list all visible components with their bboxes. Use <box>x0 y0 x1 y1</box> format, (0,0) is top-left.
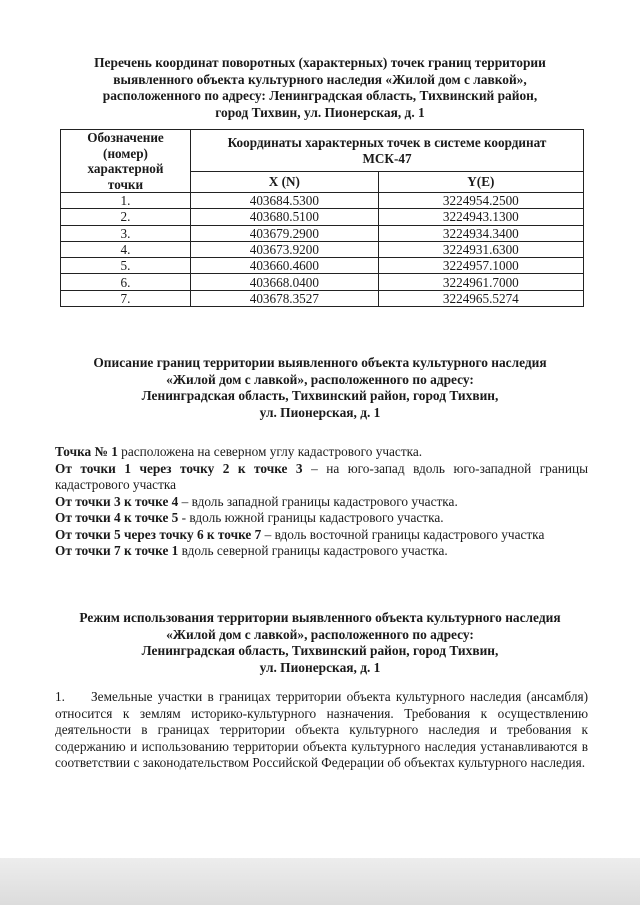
y-cell: 3224957.1000 <box>378 258 583 274</box>
y-cell: 3224931.6300 <box>378 241 583 257</box>
description-item <box>55 494 588 511</box>
scan-edge-shadow <box>0 858 640 905</box>
point-cell: 6. <box>61 274 191 290</box>
table-row <box>61 225 584 241</box>
title-line: Режим использования территории выявленного объекта культурного наследия <box>79 610 561 625</box>
point-cell: 5. <box>61 258 191 274</box>
description-item <box>55 510 588 527</box>
regime-title <box>40 610 600 676</box>
title-line: расположенного по адресу: Ленинградская область, Тихвинский район, <box>102 88 538 103</box>
item-text: вдоль северной границы кадастрового участка. <box>178 543 448 558</box>
item-text: – на юго-запад вдоль юго-западной границы кадастрового участка <box>55 460 589 492</box>
table-row <box>61 290 584 306</box>
description-item <box>55 543 588 560</box>
table-row <box>61 241 584 257</box>
y-cell: 3224965.5274 <box>378 290 583 306</box>
item-lead: От точки 7 к точке 1 <box>55 543 179 558</box>
table-row <box>61 193 584 209</box>
point-number-header <box>61 130 191 193</box>
y-cell: 3224943.1300 <box>378 209 583 225</box>
item-text: - вдоль южной границы кадастрового участка. <box>178 510 444 525</box>
title-line: город Тихвин, ул. Пионерская, д. 1 <box>215 104 425 120</box>
header-line: Обозначение <box>87 130 164 145</box>
coordinate-system-header <box>191 130 584 172</box>
description-item <box>55 444 588 461</box>
title-line: ул. Пионерская, д. 1 <box>259 404 381 420</box>
title-line: «Жилой дом с лавкой», расположенного по адресу: <box>166 371 474 387</box>
item-text: расположена на северном углу кадастрового участка. <box>117 444 423 459</box>
header-line: (номер) <box>103 145 148 161</box>
description-item <box>55 527 588 544</box>
title-line: «Жилой дом с лавкой», расположенного по адресу: <box>166 626 474 642</box>
coordinates-title <box>40 55 600 121</box>
table-row <box>61 209 584 225</box>
x-cell: 403673.9200 <box>191 241 379 257</box>
title-line: Перечень координат поворотных (характерных) точек границ территории <box>94 55 546 70</box>
y-cell: 3224934.3400 <box>378 225 583 241</box>
x-cell: 403679.2900 <box>191 225 379 241</box>
item-lead: Точка № 1 <box>55 444 118 459</box>
x-cell: 403668.0400 <box>191 274 379 290</box>
header-line: МСК-47 <box>362 150 412 166</box>
y-cell: 3224954.2500 <box>378 193 583 209</box>
x-cell: 403684.5300 <box>191 193 379 209</box>
title-line: Ленинградская область, Тихвинский район, город Тихвин, <box>141 643 499 658</box>
item-lead: От точки 5 через точку 6 к точке 7 <box>55 526 262 542</box>
table-row <box>61 274 584 290</box>
title-line: Ленинградская область, Тихвинский район, город Тихвин, <box>141 388 499 403</box>
item-text: – вдоль западной границы кадастрового участка. <box>178 493 458 509</box>
x-cell: 403660.4600 <box>191 258 379 274</box>
description-item <box>55 461 588 494</box>
x-cell: 403678.3527 <box>191 290 379 306</box>
description-title <box>40 355 600 421</box>
y-header: Y(E) <box>378 172 583 193</box>
table-row <box>61 258 584 274</box>
item-lead: От точки 4 к точке 5 <box>55 510 179 525</box>
point-cell: 7. <box>61 290 191 306</box>
title-line: Описание границ территории выявленного объекта культурного наследия <box>93 355 547 370</box>
point-cell: 1. <box>61 193 191 209</box>
paragraph-number: 1. <box>55 689 65 704</box>
header-line: точки <box>107 176 144 192</box>
y-cell: 3224961.7000 <box>378 274 583 290</box>
item-text: – вдоль восточной границы кадастрового участка <box>261 526 545 542</box>
x-header: X (N) <box>191 172 379 193</box>
item-lead: От точки 3 к точке 4 <box>55 493 179 509</box>
boundary-description <box>55 444 588 560</box>
header-line: характерной <box>87 161 164 176</box>
coordinates-table <box>60 129 584 307</box>
header-line: Координаты характерных точек в системе координат <box>227 135 547 150</box>
paragraph-text: Земельные участки в границах территории объекта культурного наследия (ансамбля) относится к землям историко-культурного назначения. Требования к осуществлению деятельности в границах территории объекта культурного наследия и требования к содержанию и использованию территории объекта культурного наследия устанавливаются в соответствии с законодательством Российской Федерации об объектах культурного наследия. <box>55 689 588 770</box>
title-line: ул. Пионерская, д. 1 <box>259 659 381 675</box>
point-cell: 3. <box>61 225 191 241</box>
item-lead: От точки 1 через точку 2 к точке 3 <box>55 460 303 476</box>
title-line: выявленного объекта культурного наследия «Жилой дом с лавкой», <box>113 71 527 87</box>
x-cell: 403680.5100 <box>191 209 379 225</box>
point-cell: 4. <box>61 241 191 257</box>
point-cell: 2. <box>61 209 191 225</box>
regime-paragraph <box>55 689 588 772</box>
